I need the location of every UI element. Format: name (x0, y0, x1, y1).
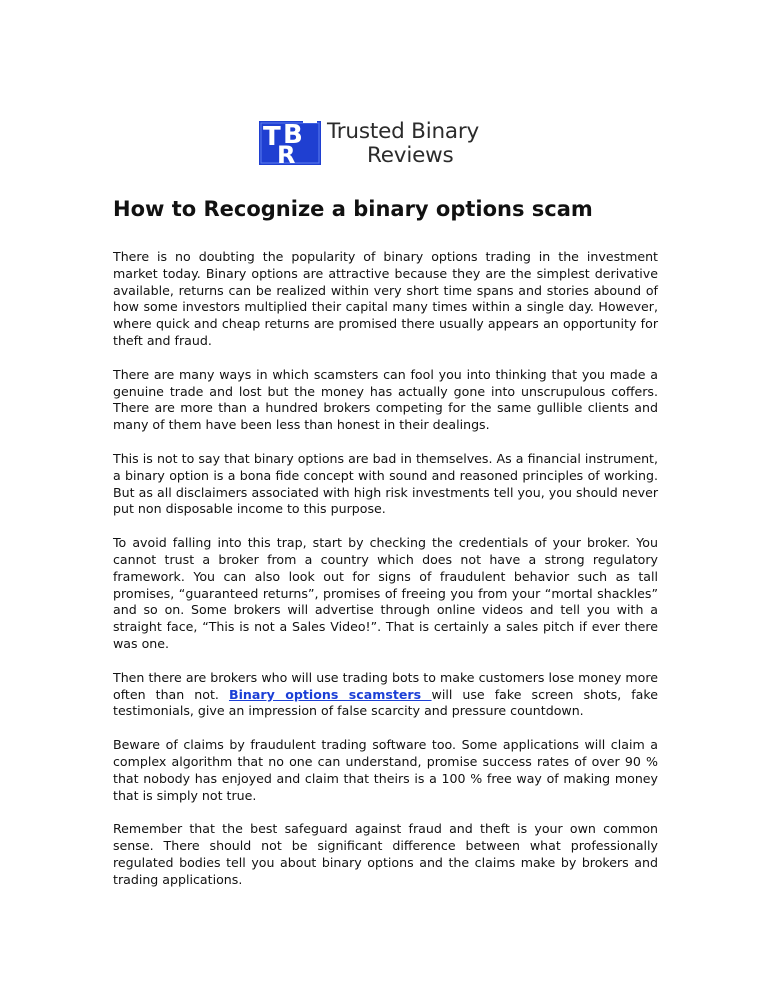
paragraph: Beware of claims by fraudulent trading software too. Some applications will claim a complex algorithm that no one can understand, promise success rates of over 90 % that nobody has enjoyed and claim that theirs is a 100 % free way of making money that is simply not true. (113, 737, 658, 803)
svg-text:B: B (283, 120, 303, 150)
paragraph: Remember that the best safeguard against fraud and theft is your own common sense. There should not be significant difference between what professionally regulated bodies tell you about binary options and the claims make by brokers and trading applications. (113, 821, 658, 887)
page-title: How to Recognize a binary options scam (113, 197, 593, 221)
logo-text-line2: Reviews (367, 143, 454, 168)
paragraph-text-before-link: Then there are brokers who will use trading bots to make customers lose money more often than not. (113, 669, 658, 702)
svg-text:R: R (277, 141, 296, 167)
logo (259, 117, 511, 169)
paragraph: There is no doubting the popularity of binary options trading in the investment market today. Binary options are attractive because they are the simplest derivative available, returns can be realized within very short time spans and stories abound of how some investors multiplied their capital many times within a single day. However, where quick and cheap returns are promised there usually appears an opportunity for theft and fraud. (113, 249, 658, 348)
logo-text-line1: Trusted Binary (327, 119, 480, 144)
article-body (113, 249, 658, 906)
binary-options-scamsters-link[interactable]: Binary options scamsters (228, 686, 432, 702)
paragraph: This is not to say that binary options are bad in themselves. As a financial instrument, a binary option is a bona fide concept with sound and reasoned principles of working. But as all disclaimers associated with high risk investments tell you, you should never put non disposable income to this purpose. (113, 450, 658, 517)
tbr-logo-mark-icon (259, 117, 323, 167)
paragraph-with-link (113, 670, 658, 720)
paragraph: To avoid falling into this trap, start by checking the credentials of your broker. You cannot trust a broker from a country which does not have a strong regulatory framework. You can also look out for signs of fraudulent behavior such as tall promises, “guaranteed returns”, promises of freeing you from your “mortal shackles” and so on. Some brokers will advertise through online videos and tell you with a straight face, “This is not a Sales Video!”. That is certainly a sales pitch if ever there was one. (113, 535, 658, 651)
paragraph-text-after-link: will use fake screen shots, fake testimonials, give an impression of false scarcity and pressure countdown. (113, 686, 658, 719)
svg-text:T: T (263, 122, 281, 152)
paragraph: There are many ways in which scamsters can fool you into thinking that you made a genuine trade and lost but the money has actually gone into unscrupulous coffers. There are more than a hundred brokers competing for the same gullible clients and many of them have been less than honest in their dealings. (113, 366, 658, 433)
